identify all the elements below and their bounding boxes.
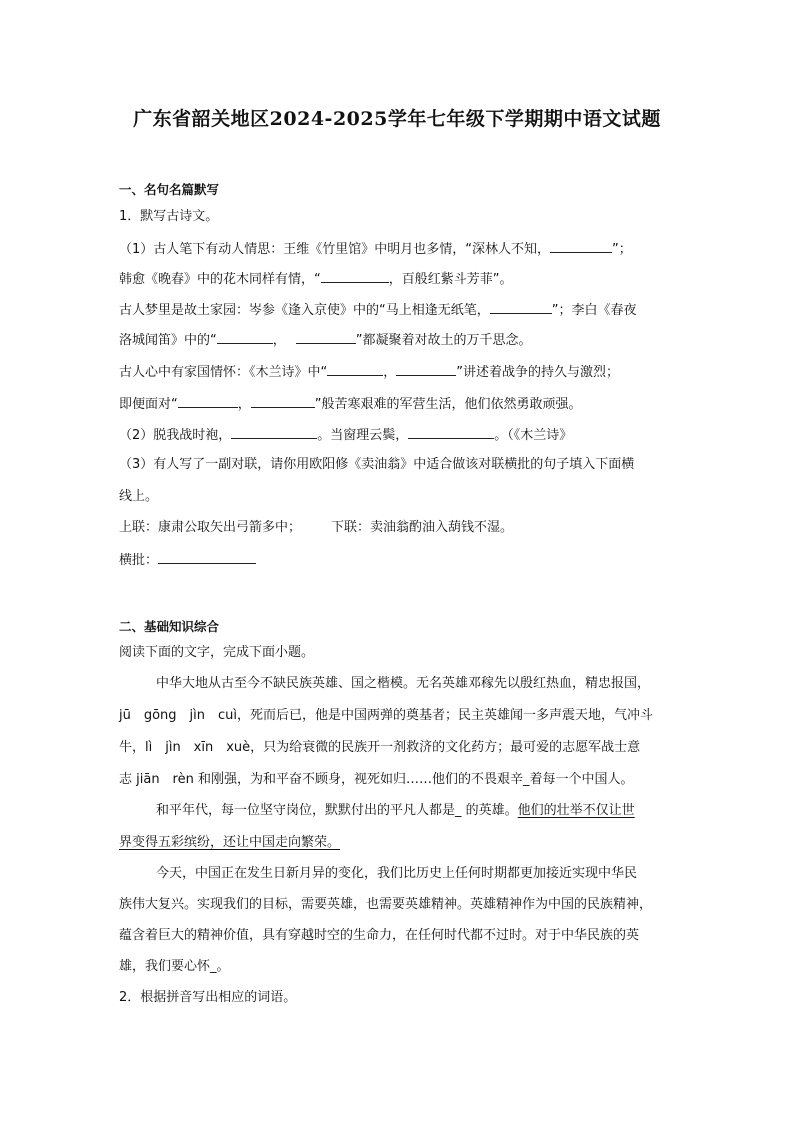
q1-line-1: （1）古人笔下有动人情思：王维《竹里馆》中明月也多情，“深林人不知， ”； — [119, 238, 684, 260]
passage-p2-line-1: 和平年代，每一位坚守岗位，默默付出的平凡人都是_ 的英雄。他们的壮举不仅让世 — [156, 803, 635, 818]
passage-p3-line-3: 蕴含着巨大的精神价值，具有穿越时空的生命力，在任何时代都不过时。对于中华民族的英 — [119, 928, 640, 943]
answer-blank[interactable] — [490, 299, 552, 314]
answer-blank[interactable] — [178, 393, 238, 408]
q1-line-7: （2）脱我战时袍， 。当窗理云鬓， 。（《木兰诗》 — [119, 424, 684, 446]
q1-line-6: 即便面对“ ， ”般苦寒艰难的军营生活，他们依然勇敢顽强。 — [119, 393, 684, 415]
answer-blank[interactable] — [217, 329, 273, 344]
question-2: 2．根据拼音写出相应的词语。 — [119, 990, 297, 1005]
answer-blank[interactable] — [408, 424, 494, 439]
section-heading-1: 一、名句名篇默写 — [119, 182, 220, 197]
answer-blank[interactable] — [158, 549, 256, 564]
passage-p1-line-2: jū gōng jìn cuì，死而后已，他是中国两弹的奠基者；民主英雄闻一多声震天地，气冲斗 — [119, 708, 654, 723]
answer-blank[interactable] — [231, 424, 317, 439]
passage-p3-line-4: 雄，我们要心怀_。 — [119, 959, 230, 974]
reading-intro: 阅读下面的文字，完成下面小题。 — [119, 645, 315, 660]
q1-line-8: （3）有人写了一副对联，请你用欧阳修《卖油翁》中适合做该对联横批的句子填入下面横 — [119, 457, 635, 472]
answer-blank[interactable] — [296, 329, 356, 344]
q1-line-9: 线上。 — [119, 489, 159, 504]
q1-line-4: 洛城闻笛》中的“ ， ”都凝聚着对故土的万千思念。 — [119, 329, 684, 351]
page-title: 广东省韶关地区2024-2025学年七年级下学期期中语文试题 — [133, 108, 661, 130]
q1-line-5: 古人心中有家国情怀：《木兰诗》中“ ， ”讲述着战争的持久与激烈； — [119, 361, 684, 383]
section-heading-2: 二、基础知识综合 — [119, 619, 220, 634]
couplet-line: 上联：康肃公取矢出弓箭多中； 下联：卖油翁酌油入葫钱不湿。 — [119, 520, 514, 535]
underlined-sentence: 他们的壮举不仅让世 — [517, 803, 635, 818]
answer-blank[interactable] — [550, 238, 612, 253]
answer-blank[interactable] — [396, 361, 456, 376]
answer-blank[interactable] — [321, 268, 389, 283]
heng-pi-line: 横批： — [119, 549, 684, 571]
q1-line-2: 韩愈《晚春》中的花木同样有情，“ ，百般红紫斗芳菲”。 — [119, 268, 684, 290]
passage-p2-line-2 — [119, 833, 684, 853]
underlined-sentence: 界变得五彩缤纷，还让中国走向繁荣。 — [119, 835, 341, 850]
passage-p3-line-2: 族伟大复兴。实现我们的目标，需要英雄，也需要英雄精神。英雄精神作为中国的民族精神， — [119, 897, 653, 912]
passage-p1-line-4: 志 jiān rèn 和刚强，为和平奋不顾身，视死如归……他们的不畏艰辛_着每一个中国人。 — [119, 772, 634, 787]
answer-blank[interactable] — [251, 393, 315, 408]
q1-line-3: 古人梦里是故土家园：岑参《逢入京使》中的“马上相逢无纸笔， ”；李白《春夜 — [119, 299, 684, 321]
passage-p1-line-1: 中华大地从古至今不缺民族英雄、国之楷模。无名英雄邓稼先以殷红热血，精忠报国， — [156, 676, 651, 691]
answer-blank[interactable] — [327, 361, 383, 376]
passage-p1-line-3: 牛，lì jìn xīn xuè，只为给衰微的民族开一剂救济的文化药方；最可爱的志愿军战士意 — [119, 740, 641, 755]
passage-p3-line-1: 今天，中国正在发生日新月异的变化，我们比历史上任何时期都更加接近实现中华民 — [156, 866, 638, 881]
question-1: 1．默写古诗文。 — [119, 209, 219, 224]
